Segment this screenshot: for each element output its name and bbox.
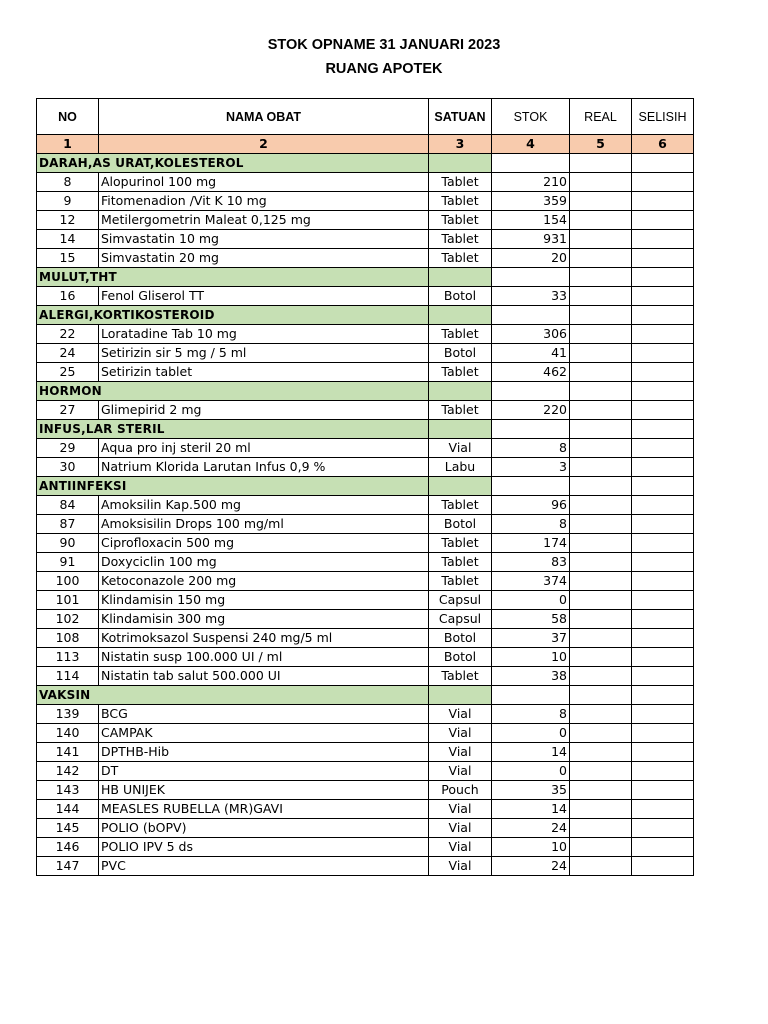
category-stok-cell [492,382,570,401]
item-satuan: Tablet [429,496,492,515]
header-nama-obat: NAMA OBAT [99,99,429,135]
item-satuan: Vial [429,800,492,819]
item-satuan: Capsul [429,610,492,629]
item-selisih [632,572,694,591]
item-selisih [632,249,694,268]
item-selisih [632,591,694,610]
header-no: NO [37,99,99,135]
item-satuan: Vial [429,724,492,743]
item-nama-obat: Natrium Klorida Larutan Infus 0,9 % [99,458,429,477]
item-satuan: Tablet [429,192,492,211]
column-number: 4 [492,135,570,154]
table-row [37,401,694,420]
item-nama-obat: Alopurinol 100 mg [99,173,429,192]
item-stok: 24 [492,857,570,876]
item-selisih [632,648,694,667]
item-nama-obat: Klindamisin 150 mg [99,591,429,610]
item-nama-obat: Aqua pro inj steril 20 ml [99,439,429,458]
item-nama-obat: Setirizin tablet [99,363,429,382]
category-label: ALERGI,KORTIKOSTEROID [37,306,429,325]
document-title: STOK OPNAME 31 JANUARI 2023 [267,37,501,53]
item-satuan: Botol [429,287,492,306]
item-stok: 8 [492,515,570,534]
item-real [570,496,632,515]
header-stok: STOK [492,99,570,135]
item-no: 139 [37,705,99,724]
item-real [570,439,632,458]
item-selisih [632,743,694,762]
item-no: 29 [37,439,99,458]
item-nama-obat: Kotrimoksazol Suspensi 240 mg/5 ml [99,629,429,648]
item-selisih [632,724,694,743]
item-nama-obat: Loratadine Tab 10 mg [99,325,429,344]
item-stok: 8 [492,705,570,724]
category-real-cell [570,154,632,173]
item-nama-obat: DPTHB-Hib [99,743,429,762]
header-selisih: SELISIH [632,99,694,135]
item-selisih [632,363,694,382]
item-nama-obat: MEASLES RUBELLA (MR)GAVI [99,800,429,819]
item-no: 8 [37,173,99,192]
item-nama-obat: Ciprofloxacin 500 mg [99,534,429,553]
item-real [570,553,632,572]
table-row [37,762,694,781]
category-real-cell [570,268,632,287]
table-row [37,230,694,249]
item-selisih [632,439,694,458]
category-real-cell [570,420,632,439]
category-selisih-cell [632,420,694,439]
item-stok: 10 [492,838,570,857]
category-label: VAKSIN [37,686,429,705]
item-satuan: Vial [429,705,492,724]
item-real [570,572,632,591]
item-no: 143 [37,781,99,800]
header-satuan: SATUAN [429,99,492,135]
category-satuan-cell [429,154,492,173]
item-stok: 83 [492,553,570,572]
item-no: 9 [37,192,99,211]
item-no: 12 [37,211,99,230]
item-stok: 462 [492,363,570,382]
item-nama-obat: Klindamisin 300 mg [99,610,429,629]
item-selisih [632,173,694,192]
item-no: 101 [37,591,99,610]
item-satuan: Tablet [429,363,492,382]
item-selisih [632,610,694,629]
table-row [37,534,694,553]
item-satuan: Vial [429,743,492,762]
table-row [37,515,694,534]
item-real [570,762,632,781]
item-stok: 20 [492,249,570,268]
item-selisih [632,287,694,306]
category-stok-cell [492,420,570,439]
category-satuan-cell [429,420,492,439]
table-row [37,249,694,268]
item-nama-obat: Nistatin tab salut 500.000 UI [99,667,429,686]
item-nama-obat: Ketoconazole 200 mg [99,572,429,591]
item-real [570,192,632,211]
item-no: 16 [37,287,99,306]
item-satuan: Tablet [429,553,492,572]
item-selisih [632,211,694,230]
item-stok: 33 [492,287,570,306]
item-real [570,249,632,268]
item-no: 24 [37,344,99,363]
category-stok-cell [492,154,570,173]
item-no: 102 [37,610,99,629]
item-stok: 931 [492,230,570,249]
table-row [37,857,694,876]
category-real-cell [570,306,632,325]
category-label: MULUT,THT [37,268,429,287]
item-selisih [632,667,694,686]
item-satuan: Botol [429,515,492,534]
item-no: 25 [37,363,99,382]
item-satuan: Botol [429,629,492,648]
item-satuan: Vial [429,762,492,781]
category-row [37,268,694,287]
table-row [37,743,694,762]
category-label: HORMON [37,382,429,401]
category-selisih-cell [632,268,694,287]
item-selisih [632,762,694,781]
table-row [37,458,694,477]
stock-table [36,98,694,876]
item-selisih [632,344,694,363]
item-real [570,819,632,838]
item-real [570,724,632,743]
item-no: 142 [37,762,99,781]
category-selisih-cell [632,154,694,173]
document-subtitle: RUANG APOTEK [325,61,443,77]
item-nama-obat: Amoksisilin Drops 100 mg/ml [99,515,429,534]
category-satuan-cell [429,306,492,325]
item-satuan: Vial [429,819,492,838]
table-row [37,800,694,819]
item-real [570,743,632,762]
item-real [570,648,632,667]
item-nama-obat: Nistatin susp 100.000 UI / ml [99,648,429,667]
item-selisih [632,496,694,515]
column-number: 3 [429,135,492,154]
item-satuan: Tablet [429,325,492,344]
item-stok: 154 [492,211,570,230]
table-row [37,192,694,211]
item-nama-obat: HB UNIJEK [99,781,429,800]
item-no: 108 [37,629,99,648]
item-nama-obat: Glimepirid 2 mg [99,401,429,420]
column-number: 6 [632,135,694,154]
item-no: 22 [37,325,99,344]
table-row [37,838,694,857]
table-row [37,344,694,363]
category-satuan-cell [429,382,492,401]
item-selisih [632,553,694,572]
item-nama-obat: Metilergometrin Maleat 0,125 mg [99,211,429,230]
item-satuan: Tablet [429,249,492,268]
item-satuan: Capsul [429,591,492,610]
table-row [37,439,694,458]
item-nama-obat: BCG [99,705,429,724]
item-selisih [632,192,694,211]
item-satuan: Tablet [429,230,492,249]
item-selisih [632,515,694,534]
item-stok: 210 [492,173,570,192]
item-no: 90 [37,534,99,553]
item-real [570,401,632,420]
item-stok: 0 [492,762,570,781]
item-real [570,705,632,724]
table-row [37,781,694,800]
item-selisih [632,781,694,800]
item-real [570,667,632,686]
item-real [570,515,632,534]
table-row [37,553,694,572]
item-real [570,173,632,192]
category-real-cell [570,382,632,401]
category-row [37,382,694,401]
item-real [570,629,632,648]
item-satuan: Vial [429,439,492,458]
item-stok: 0 [492,591,570,610]
item-no: 15 [37,249,99,268]
category-selisih-cell [632,306,694,325]
table-row [37,610,694,629]
item-stok: 3 [492,458,570,477]
column-number: 1 [37,135,99,154]
item-no: 113 [37,648,99,667]
item-selisih [632,705,694,724]
category-row [37,154,694,173]
category-satuan-cell [429,268,492,287]
table-row [37,648,694,667]
item-no: 145 [37,819,99,838]
item-nama-obat: Fitomenadion /Vit K 10 mg [99,192,429,211]
item-nama-obat: DT [99,762,429,781]
item-real [570,287,632,306]
item-selisih [632,800,694,819]
category-row [37,420,694,439]
category-selisih-cell [632,382,694,401]
item-stok: 8 [492,439,570,458]
category-label: DARAH,AS URAT,KOLESTEROL [37,154,429,173]
item-real [570,458,632,477]
item-satuan: Tablet [429,211,492,230]
item-no: 91 [37,553,99,572]
item-stok: 174 [492,534,570,553]
item-no: 100 [37,572,99,591]
item-selisih [632,325,694,344]
item-real [570,857,632,876]
item-real [570,800,632,819]
item-stok: 374 [492,572,570,591]
item-stok: 24 [492,819,570,838]
item-satuan: Botol [429,344,492,363]
item-stok: 14 [492,743,570,762]
item-satuan: Vial [429,857,492,876]
item-real [570,325,632,344]
item-stok: 41 [492,344,570,363]
category-real-cell [570,477,632,496]
table-row [37,173,694,192]
table-row [37,287,694,306]
column-number: 5 [570,135,632,154]
table-row [37,667,694,686]
item-stok: 306 [492,325,570,344]
item-satuan: Tablet [429,534,492,553]
table-row [37,591,694,610]
item-selisih [632,534,694,553]
item-nama-obat: Doxyciclin 100 mg [99,553,429,572]
item-no: 146 [37,838,99,857]
table-row [37,363,694,382]
header-row [37,99,694,135]
item-satuan: Vial [429,838,492,857]
category-label: ANTIINFEKSI [37,477,429,496]
category-stok-cell [492,477,570,496]
item-stok: 38 [492,667,570,686]
item-satuan: Tablet [429,401,492,420]
category-stok-cell [492,268,570,287]
item-no: 30 [37,458,99,477]
item-real [570,534,632,553]
item-selisih [632,629,694,648]
item-no: 141 [37,743,99,762]
item-selisih [632,401,694,420]
item-nama-obat: PVC [99,857,429,876]
item-no: 84 [37,496,99,515]
category-stok-cell [492,306,570,325]
item-stok: 10 [492,648,570,667]
item-real [570,610,632,629]
item-nama-obat: POLIO IPV 5 ds [99,838,429,857]
item-nama-obat: Setirizin sir 5 mg / 5 ml [99,344,429,363]
item-satuan: Tablet [429,572,492,591]
item-stok: 359 [492,192,570,211]
table-row [37,629,694,648]
column-number: 2 [99,135,429,154]
table-row [37,705,694,724]
item-selisih [632,230,694,249]
item-no: 140 [37,724,99,743]
item-satuan: Botol [429,648,492,667]
table-row [37,496,694,515]
item-no: 14 [37,230,99,249]
category-stok-cell [492,686,570,705]
item-nama-obat: Simvastatin 10 mg [99,230,429,249]
item-satuan: Tablet [429,667,492,686]
item-stok: 96 [492,496,570,515]
item-nama-obat: Simvastatin 20 mg [99,249,429,268]
item-nama-obat: CAMPAK [99,724,429,743]
category-real-cell [570,686,632,705]
category-satuan-cell [429,477,492,496]
item-real [570,230,632,249]
item-stok: 37 [492,629,570,648]
item-satuan: Pouch [429,781,492,800]
category-satuan-cell [429,686,492,705]
item-real [570,211,632,230]
item-real [570,781,632,800]
item-real [570,344,632,363]
table-row [37,211,694,230]
category-selisih-cell [632,686,694,705]
item-selisih [632,819,694,838]
item-stok: 0 [492,724,570,743]
table-row [37,325,694,344]
item-real [570,838,632,857]
item-selisih [632,838,694,857]
category-selisih-cell [632,477,694,496]
column-number-row [37,135,694,154]
item-satuan: Labu [429,458,492,477]
item-no: 27 [37,401,99,420]
item-real [570,363,632,382]
item-selisih [632,458,694,477]
category-row [37,686,694,705]
table-row [37,572,694,591]
item-satuan: Tablet [429,173,492,192]
item-stok: 220 [492,401,570,420]
category-row [37,477,694,496]
item-no: 114 [37,667,99,686]
header-real: REAL [570,99,632,135]
item-nama-obat: Fenol Gliserol TT [99,287,429,306]
table-row [37,819,694,838]
item-nama-obat: POLIO (bOPV) [99,819,429,838]
category-row [37,306,694,325]
item-nama-obat: Amoksilin Kap.500 mg [99,496,429,515]
item-no: 144 [37,800,99,819]
table-row [37,724,694,743]
item-stok: 58 [492,610,570,629]
item-stok: 14 [492,800,570,819]
item-stok: 35 [492,781,570,800]
category-label: INFUS,LAR STERIL [37,420,429,439]
item-real [570,591,632,610]
item-no: 87 [37,515,99,534]
item-no: 147 [37,857,99,876]
item-selisih [632,857,694,876]
